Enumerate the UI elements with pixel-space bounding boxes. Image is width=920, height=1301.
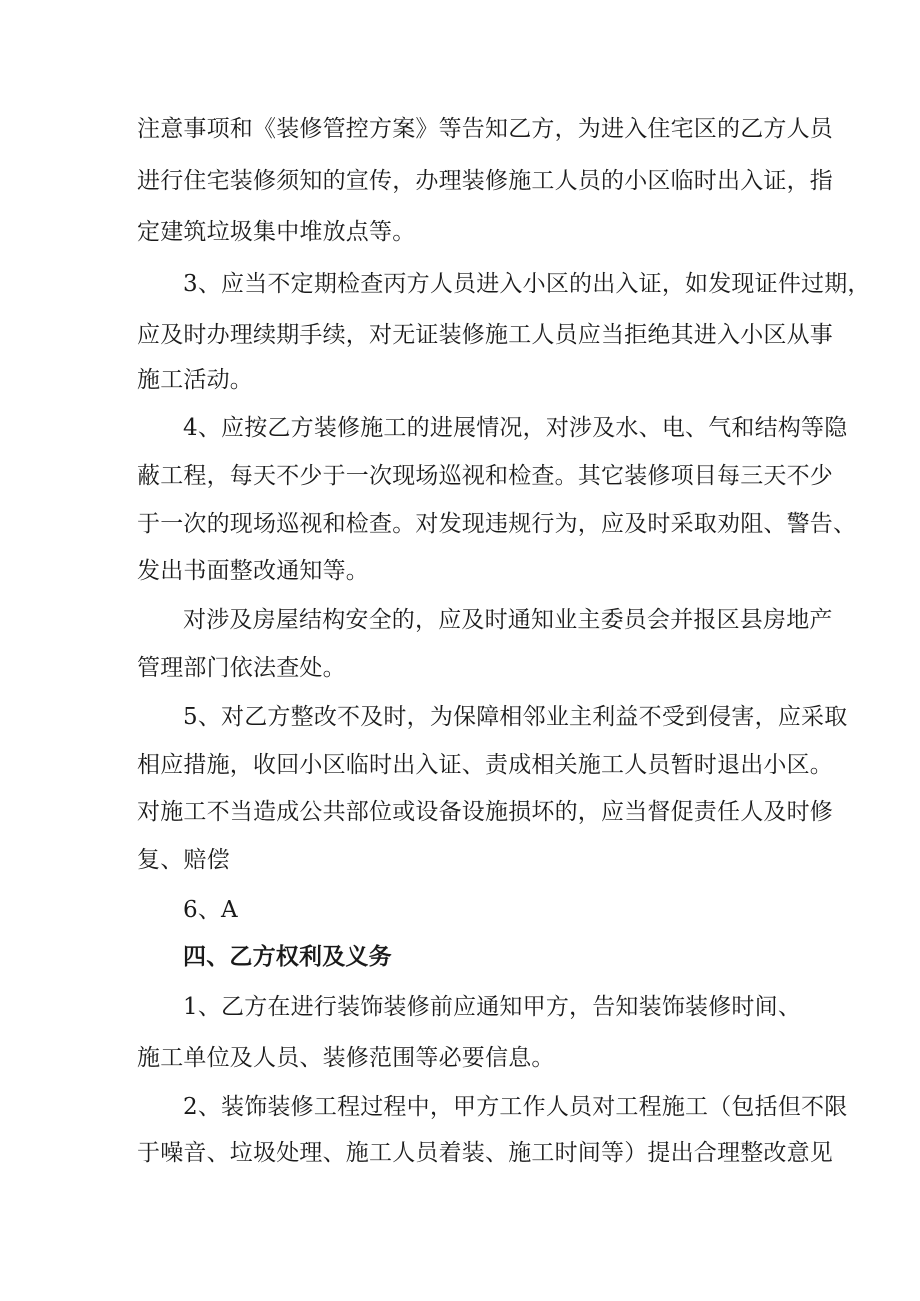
text-line: 定建筑垃圾集中堆放点等。 bbox=[137, 219, 416, 245]
section-heading: 四、乙方权利及义务 bbox=[183, 943, 392, 970]
text-line: 施工单位及人员、装修范围等必要信息。 bbox=[137, 1045, 555, 1071]
text-line: 对施工不当造成公共部位或设备设施损坏的，应当督促责任人及时修 bbox=[137, 799, 833, 825]
text-line: 于噪音、垃圾处理、施工人员着装、施工时间等）提出合理整改意见 bbox=[137, 1140, 833, 1166]
text-line: 注意事项和《装修管控方案》等告知乙方，为进入住宅区的乙方人员 bbox=[137, 116, 833, 142]
text-line: 3、应当不定期检查丙方人员进入小区的出入证，如发现证件过期， bbox=[183, 271, 871, 297]
text-line: 6、A bbox=[183, 897, 238, 923]
text-line: 4、应按乙方装修施工的进展情况，对涉及水、电、气和结构等隐 bbox=[183, 415, 848, 441]
text-line: 管理部门依法查处。 bbox=[137, 655, 346, 681]
text-line: 相应措施，收回小区临时出入证、责成相关施工人员暂时退出小区。 bbox=[137, 752, 833, 778]
text-line: 应及时办理续期手续，对无证装修施工人员应当拒绝其进入小区从事 bbox=[137, 322, 833, 348]
text-line: 2、装饰装修工程过程中，甲方工作人员对工程施工（包括但不限 bbox=[183, 1094, 848, 1120]
text-line: 1、乙方在进行装饰装修前应通知甲方，告知装饰装修时间、 bbox=[183, 994, 802, 1020]
text-line: 复、赔偿 bbox=[137, 847, 230, 873]
text-line: 于一次的现场巡视和检查。对发现违规行为，应及时采取劝阻、警告、 bbox=[137, 511, 857, 537]
text-line: 对涉及房屋结构安全的，应及时通知业主委员会并报区县房地产 bbox=[183, 607, 833, 633]
text-line: 施工活动。 bbox=[137, 367, 253, 393]
text-line: 蔽工程，每天不少于一次现场巡视和检查。其它装修项目每三天不少 bbox=[137, 463, 833, 489]
text-line: 5、对乙方整改不及时，为保障相邻业主利益不受到侵害，应采取 bbox=[183, 704, 848, 730]
text-line: 发出书面整改通知等。 bbox=[137, 558, 369, 584]
text-line: 进行住宅装修须知的宣传，办理装修施工人员的小区临时出入证，指 bbox=[137, 168, 833, 194]
